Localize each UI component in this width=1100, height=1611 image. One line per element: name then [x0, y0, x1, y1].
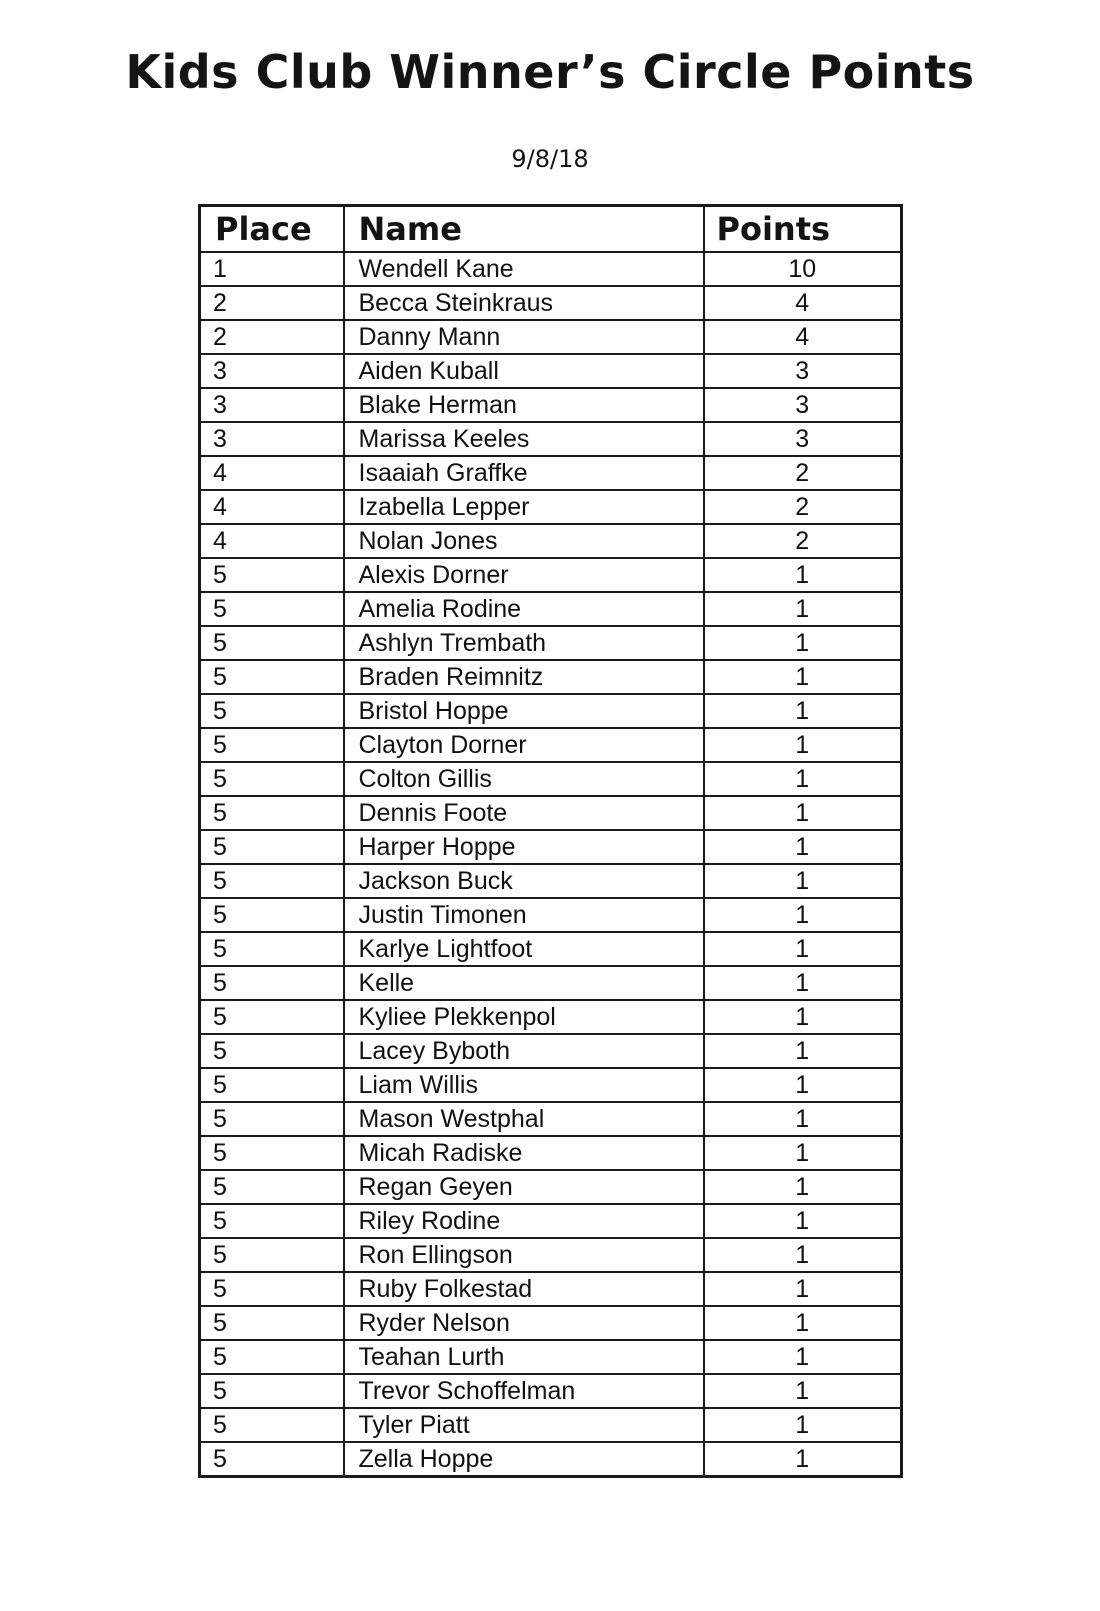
table-row — [200, 1374, 902, 1408]
name-cell: Blake Herman — [344, 388, 704, 422]
points-cell: 4 — [704, 320, 902, 354]
points-cell: 1 — [704, 1102, 902, 1136]
table-row — [200, 1170, 902, 1204]
table-row — [200, 932, 902, 966]
table-row — [200, 388, 902, 422]
points-cell: 1 — [704, 1204, 902, 1238]
name-cell: Karlye Lightfoot — [344, 932, 704, 966]
table-row — [200, 626, 902, 660]
table-row — [200, 1068, 902, 1102]
table-row — [200, 1408, 902, 1442]
place-cell: 5 — [200, 558, 344, 592]
name-cell: Riley Rodine — [344, 1204, 704, 1238]
name-cell: Danny Mann — [344, 320, 704, 354]
points-cell: 1 — [704, 1136, 902, 1170]
place-cell: 5 — [200, 796, 344, 830]
points-cell: 1 — [704, 762, 902, 796]
column-header-points: Points — [704, 206, 902, 253]
points-cell: 2 — [704, 524, 902, 558]
name-cell: Harper Hoppe — [344, 830, 704, 864]
points-cell: 1 — [704, 558, 902, 592]
document-title: Kids Club Winner’s Circle Points — [125, 45, 975, 99]
points-cell: 1 — [704, 1170, 902, 1204]
points-cell: 1 — [704, 864, 902, 898]
name-cell: Aiden Kuball — [344, 354, 704, 388]
points-cell: 2 — [704, 456, 902, 490]
name-cell: Micah Radiske — [344, 1136, 704, 1170]
table-row — [200, 592, 902, 626]
place-cell: 5 — [200, 694, 344, 728]
points-cell: 1 — [704, 966, 902, 1000]
table-row — [200, 1238, 902, 1272]
name-cell: Dennis Foote — [344, 796, 704, 830]
name-cell: Jackson Buck — [344, 864, 704, 898]
name-cell: Nolan Jones — [344, 524, 704, 558]
column-header-name: Name — [344, 206, 704, 253]
table-row — [200, 456, 902, 490]
name-cell: Isaaiah Graffke — [344, 456, 704, 490]
name-cell: Becca Steinkraus — [344, 286, 704, 320]
place-cell: 5 — [200, 626, 344, 660]
name-cell: Tyler Piatt — [344, 1408, 704, 1442]
name-cell: Lacey Byboth — [344, 1034, 704, 1068]
points-cell: 1 — [704, 626, 902, 660]
table-row — [200, 830, 902, 864]
name-cell: Ron Ellingson — [344, 1238, 704, 1272]
points-cell: 1 — [704, 728, 902, 762]
place-cell: 5 — [200, 830, 344, 864]
place-cell: 5 — [200, 1170, 344, 1204]
place-cell: 5 — [200, 1408, 344, 1442]
place-cell: 5 — [200, 1306, 344, 1340]
place-cell: 5 — [200, 898, 344, 932]
place-cell: 3 — [200, 354, 344, 388]
name-cell: Mason Westphal — [344, 1102, 704, 1136]
table-row — [200, 286, 902, 320]
points-cell: 1 — [704, 694, 902, 728]
table-row — [200, 762, 902, 796]
name-cell: Zella Hoppe — [344, 1442, 704, 1477]
place-cell: 5 — [200, 728, 344, 762]
name-cell: Alexis Dorner — [344, 558, 704, 592]
place-cell: 5 — [200, 1102, 344, 1136]
name-cell: Amelia Rodine — [344, 592, 704, 626]
place-cell: 5 — [200, 966, 344, 1000]
points-cell: 1 — [704, 1000, 902, 1034]
table-row — [200, 694, 902, 728]
place-cell: 5 — [200, 1442, 344, 1477]
place-cell: 5 — [200, 1340, 344, 1374]
place-cell: 5 — [200, 1374, 344, 1408]
place-cell: 2 — [200, 286, 344, 320]
points-cell: 1 — [704, 1238, 902, 1272]
name-cell: Marissa Keeles — [344, 422, 704, 456]
points-cell: 1 — [704, 660, 902, 694]
table-row — [200, 1340, 902, 1374]
table-row — [200, 660, 902, 694]
points-cell: 1 — [704, 898, 902, 932]
table-header — [200, 206, 902, 253]
column-header-place: Place — [200, 206, 344, 253]
place-cell: 5 — [200, 592, 344, 626]
points-cell: 1 — [704, 830, 902, 864]
name-cell: Teahan Lurth — [344, 1340, 704, 1374]
table-body — [200, 252, 902, 1477]
name-cell: Wendell Kane — [344, 252, 704, 286]
points-cell: 4 — [704, 286, 902, 320]
points-cell: 1 — [704, 592, 902, 626]
place-cell: 5 — [200, 1000, 344, 1034]
points-cell: 1 — [704, 1068, 902, 1102]
table-row — [200, 966, 902, 1000]
place-cell: 5 — [200, 1136, 344, 1170]
table-row — [200, 524, 902, 558]
place-cell: 4 — [200, 524, 344, 558]
points-cell: 1 — [704, 1034, 902, 1068]
place-cell: 5 — [200, 1238, 344, 1272]
points-cell: 1 — [704, 796, 902, 830]
table-row — [200, 1442, 902, 1477]
table-row — [200, 1136, 902, 1170]
place-cell: 4 — [200, 490, 344, 524]
place-cell: 5 — [200, 1272, 344, 1306]
name-cell: Kyliee Plekkenpol — [344, 1000, 704, 1034]
name-cell: Liam Willis — [344, 1068, 704, 1102]
name-cell: Ruby Folkestad — [344, 1272, 704, 1306]
points-cell: 10 — [704, 252, 902, 286]
table-row — [200, 898, 902, 932]
name-cell: Bristol Hoppe — [344, 694, 704, 728]
points-cell: 1 — [704, 1306, 902, 1340]
table-row — [200, 1034, 902, 1068]
table-row — [200, 1000, 902, 1034]
name-cell: Trevor Schoffelman — [344, 1374, 704, 1408]
table-row — [200, 558, 902, 592]
name-cell: Ashlyn Trembath — [344, 626, 704, 660]
header-row — [200, 206, 902, 253]
place-cell: 5 — [200, 932, 344, 966]
table-row — [200, 864, 902, 898]
place-cell: 1 — [200, 252, 344, 286]
points-cell: 1 — [704, 1408, 902, 1442]
table-row — [200, 422, 902, 456]
points-cell: 3 — [704, 388, 902, 422]
place-cell: 3 — [200, 422, 344, 456]
name-cell: Justin Timonen — [344, 898, 704, 932]
points-table — [198, 204, 903, 1478]
place-cell: 5 — [200, 1204, 344, 1238]
document-date: 9/8/18 — [511, 145, 589, 173]
place-cell: 5 — [200, 864, 344, 898]
table-row — [200, 796, 902, 830]
name-cell: Braden Reimnitz — [344, 660, 704, 694]
name-cell: Colton Gillis — [344, 762, 704, 796]
name-cell: Ryder Nelson — [344, 1306, 704, 1340]
place-cell: 3 — [200, 388, 344, 422]
name-cell: Izabella Lepper — [344, 490, 704, 524]
place-cell: 5 — [200, 1068, 344, 1102]
table-row — [200, 1272, 902, 1306]
name-cell: Kelle — [344, 966, 704, 1000]
table-row — [200, 320, 902, 354]
place-cell: 4 — [200, 456, 344, 490]
table-row — [200, 1102, 902, 1136]
points-cell: 2 — [704, 490, 902, 524]
table-row — [200, 728, 902, 762]
points-cell: 1 — [704, 932, 902, 966]
points-cell: 1 — [704, 1442, 902, 1477]
table-row — [200, 252, 902, 286]
table-row — [200, 354, 902, 388]
place-cell: 5 — [200, 762, 344, 796]
name-cell: Regan Geyen — [344, 1170, 704, 1204]
points-cell: 1 — [704, 1374, 902, 1408]
table-row — [200, 1306, 902, 1340]
table-row — [200, 490, 902, 524]
table-row — [200, 1204, 902, 1238]
points-cell: 1 — [704, 1340, 902, 1374]
points-cell: 1 — [704, 1272, 902, 1306]
name-cell: Clayton Dorner — [344, 728, 704, 762]
points-cell: 3 — [704, 422, 902, 456]
place-cell: 5 — [200, 1034, 344, 1068]
place-cell: 5 — [200, 660, 344, 694]
place-cell: 2 — [200, 320, 344, 354]
points-cell: 3 — [704, 354, 902, 388]
